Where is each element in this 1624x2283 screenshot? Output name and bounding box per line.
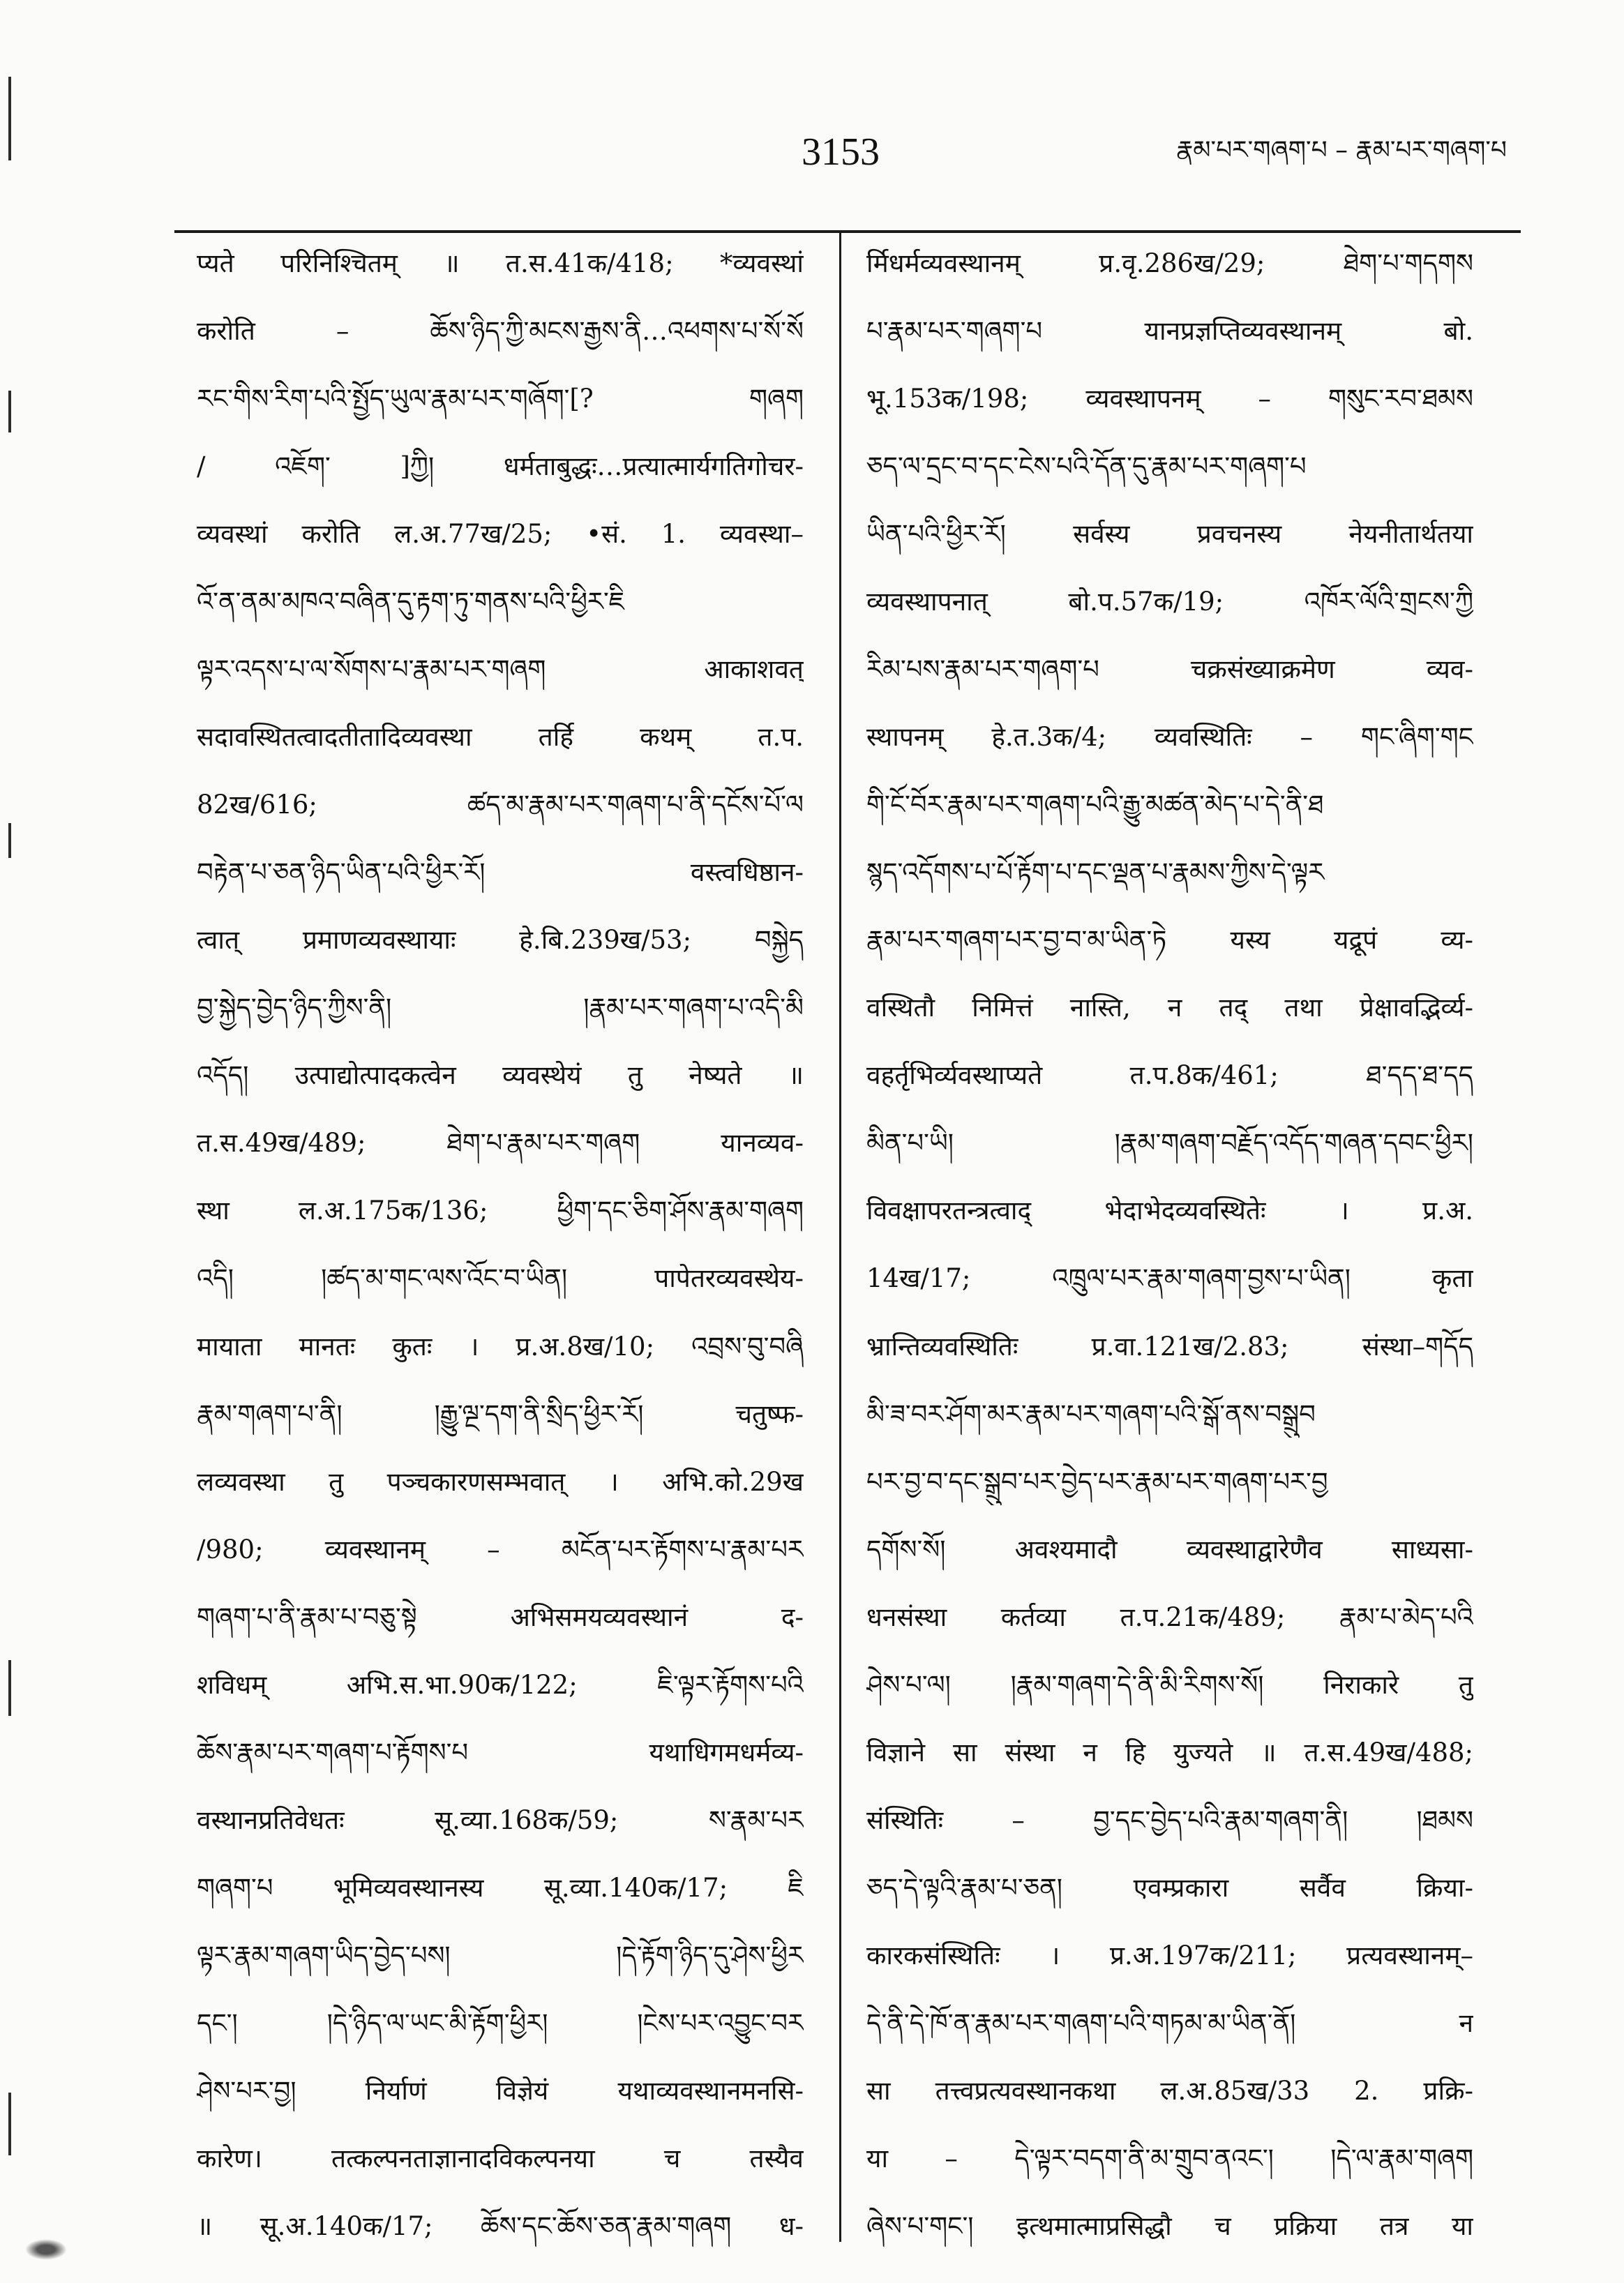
right-column-line: མིན་པ་ཡི། །རྣམ་གཞག་བརྗོད་འདོད་གཞན་དབང་ཕྱིར།	[866, 1128, 1473, 1159]
right-column-line: ཞེས་པ་གང་། इत्थमात्माप्रसिद्धौ च प्रक्रिया तत्र या	[866, 2210, 1473, 2241]
left-column-line: གཞག་པ་ནི་རྣམ་པ་བཅུ་སྟེ अभिसमयव्यवस्थानं द-	[197, 1602, 804, 1632]
right-column	[866, 241, 1473, 2250]
right-column-line: ཅད་དེ་ལྟའི་རྣམ་པ་ཅན། एवम्प्रकारा सर्वैव क्रिया-	[866, 1872, 1473, 1903]
right-column-line: རིམ་པས་རྣམ་པར་གཞག་པ चक्रसंख्याक्रमेण व्यव-	[866, 654, 1473, 685]
left-column-line: རང་གིས་རིག་པའི་སྤྱོད་ཡུལ་རྣམ་པར་གཞོག་[? གཞག	[197, 384, 804, 414]
right-column-line: 14ख/17; འཁྲུལ་པར་རྣམ་གཞག་བྱས་པ་ཡིན། कृता	[866, 1263, 1473, 1294]
scan-binding-mark	[8, 1660, 11, 1716]
left-column-line: བརྟེན་པ་ཅན་ཉིད་ཡིན་པའི་ཕྱིར་རོ། वस्त्वधिष्ठान-	[197, 857, 804, 888]
left-column-line: करोति – ཆོས་ཉིད་ཀྱི་མངས་རྒྱས་ནི…འཕགས་པ་སོ་སོ	[197, 316, 804, 347]
right-column-line: स्थापनम् हे.त.3क/4; व्यवस्थितिः – གང་ཞིག་གང	[866, 722, 1473, 753]
running-title: རྣམ་པར་གཞག་པ – རྣམ་པར་གཞག་པ	[1176, 137, 1507, 165]
left-column-line: འོ་ན་ནམ་མཁའ་བཞིན་དུ་རྟག་ཏུ་གནས་པའི་ཕྱིར་ཇི	[197, 587, 625, 617]
scan-binding-mark	[8, 77, 11, 160]
right-column-line: भू.153क/198; व्यवस्थापनम् – གསུང་རབ་ཐམས	[866, 384, 1473, 414]
left-column-line: त्वात् प्रमाणव्यवस्थायाः हे.बि.239ख/53; བསྐྱེད	[197, 925, 804, 956]
page-number: 3153	[802, 130, 880, 174]
left-column-line: རྣམ་གཞག་པ་ནི། །རྒྱུ་ལྔ་དག་ནི་སྲིད་ཕྱིར་རོ། चतुष्फ-	[197, 1399, 804, 1429]
right-column-line: གི་ངོ་བོར་རྣམ་པར་གཞག་པའི་རྒྱུ་མཚན་མེད་པ་དེ་ནི་ཐ	[866, 790, 1324, 820]
left-column-line: /980; व्यवस्थानम् – མངོན་པར་རྟོགས་པ་རྣམ་པར	[197, 1534, 804, 1565]
left-column-line: ཆོས་རྣམ་པར་གཞག་པ་རྟོགས་པ यथाधिगमधर्मव्य-	[197, 1737, 804, 1768]
left-column-line: བྱ་སྐྱེད་བྱེད་ཉིད་ཀྱིས་ནི། །རྣམ་པར་གཞག་པ་འདི་མི	[197, 993, 804, 1023]
left-column-line: त.स.49ख/489; ཐེག་པ་རྣམ་པར་གཞག यानव्यव-	[197, 1128, 804, 1159]
column-divider	[839, 233, 841, 2242]
left-column-line: कारेण। तत्कल्पनताज्ञानादविकल्पनया च तस्यैव	[197, 2143, 804, 2173]
right-column-line: धनसंस्था कर्तव्या त.प.21क/489; རྣམ་པ་མེད་པའི	[866, 1602, 1473, 1632]
left-column-line: ལྟར་རྣམ་གཞག་ཡིད་བྱེད་པས། །དེ་རྟོག་ཉིད་དུ་ཤེས་ཕྱིར	[197, 1940, 804, 1971]
right-column-line: र्मिधर्मव्यवस्थानम् प्र.वृ.286ख/29; ཐེག་པ་གདགས	[866, 248, 1473, 278]
right-column-line: སྙད་འདོགས་པ་པོ་རྟོག་པ་དང་ལྡན་པ་རྣམས་ཀྱིས་དེ་ལྟར	[866, 857, 1325, 888]
right-column-line: विवक्षापरतन्त्रत्वाद् भेदाभेदव्यवस्थितेः । प्र.अ.	[866, 1196, 1473, 1226]
left-column-line: དང་། །དེ་ཉིད་ལ་ཡང་མི་རྟོག་ཕྱིར། །ངེས་པར་འབྱུང་བར	[197, 2007, 804, 2038]
right-column-line: भ्रान्तिव्यवस्थितिः प्र.वा.121ख/2.83; संस्था–གདོད	[866, 1331, 1473, 1362]
left-column-line: ཤེས་པར་བྱ། निर्याणं विज्ञेयं यथाव्यवस्थानमनसि-	[197, 2075, 804, 2106]
left-column-line: वस्थानप्रतिवेधतः सू.व्या.168क/59; ས་རྣམ་པར	[197, 1804, 804, 1835]
right-column-line: ཅད་ལ་དྲང་བ་དང་ངེས་པའི་དོན་དུ་རྣམ་པར་གཞག་པ	[866, 451, 1307, 482]
left-column	[197, 241, 804, 2250]
right-column-line: या – དེ་ལྟར་བདག་ནི་མ་གྲུབ་ནའང་། །དེ་ལ་རྣམ་གཞག	[866, 2143, 1473, 2173]
right-column-line: པར་བྱ་བ་དང་སྒྲུབ་པར་བྱེད་པར་རྣམ་པར་གཞག་པར་བྱ	[866, 1466, 1328, 1497]
scan-artifact	[25, 2239, 67, 2260]
left-column-line: 82ख/616; ཚད་མ་རྣམ་པར་གཞག་པ་ནི་དངོས་པོ་ལ	[197, 790, 804, 820]
left-column-line: འདོད། उत्पाद्योत्पादकत्वेन व्यवस्थेयं तु नेष्यते ॥	[197, 1060, 804, 1091]
right-column-line: वहर्तृभिर्व्यवस्थाप्यते त.प.8क/461; ཐ་དད་ཐ་དད	[866, 1060, 1473, 1091]
right-column-line: संस्थितिः – བྱ་དང་བྱེད་པའི་རྣམ་གཞག་ནི། །ཐམས	[866, 1804, 1473, 1835]
right-column-line: དེ་ནི་དེ་ཁོ་ན་རྣམ་པར་གཞག་པའི་གཏམ་མ་ཡིན་ནོ། न	[866, 2007, 1473, 2038]
right-column-line: व्यवस्थापनात् बो.प.57क/19; འཁོར་ལོའི་གྲངས་ཀྱི	[866, 587, 1473, 617]
left-column-line: लव्यवस्था तु पञ्चकारणसम्भवात् । अभि.को.29ख	[197, 1466, 804, 1497]
scan-binding-mark	[8, 823, 11, 858]
right-column-line: ཤེས་པ་ལ། །རྣམ་གཞག་དེ་ནི་མི་རིགས་སོ། निराकारे तु	[866, 1669, 1473, 1700]
right-column-line: ཡིན་པའི་ཕྱིར་རོ། सर्वस्य प्रवचनस्य नेयनीतार्थतया	[866, 519, 1473, 550]
header-rule	[174, 230, 1521, 233]
right-column-line: རྣམ་པར་གཞག་པར་བྱ་བ་མ་ཡིན་ཏེ यस्य यद्रूपं व्य-	[866, 925, 1473, 956]
left-column-line: शविधम् अभि.स.भा.90क/122; ཇི་ལྟར་རྟོགས་པའི	[197, 1669, 804, 1700]
right-column-line: དགོས་སོ། अवश्यमादौ व्यवस्थाद्वारेणैव साध्यसा-	[866, 1534, 1473, 1565]
right-column-line: वस्थितौ निमित्तं नास्ति, न तद् तथा प्रेक्षावद्भिर्व्य-	[866, 993, 1473, 1023]
left-column-line: ॥ सू.अ.140क/17; ཆོས་དང་ཆོས་ཅན་རྣམ་གཞག ध-	[197, 2210, 804, 2241]
left-column-line: मायाता मानतः कुतः । प्र.अ.8ख/10; འབྲས་བུ་བཞི	[197, 1331, 804, 1362]
right-column-line: कारकसंस्थितिः । प्र.अ.197क/211; प्रत्यवस्थानम्–	[866, 1940, 1473, 1971]
left-column-line: स्था ल.अ.175क/136; ཕྱིག་དང་ཅིག་ཤོས་རྣམ་གཞག	[197, 1196, 804, 1226]
right-column-line: མི་ཟ་བར་ཤོག་མར་རྣམ་པར་གཞག་པའི་སྒོ་ནས་བསྒྲུབ	[866, 1399, 1316, 1429]
scan-binding-mark	[8, 2093, 11, 2155]
right-column-line: सा तत्त्वप्रत्यवस्थानकथा ल.अ.85ख/33 2. प्रक्रि-	[866, 2075, 1473, 2106]
left-column-line: ལྟར་འདས་པ་ལ་སོགས་པ་རྣམ་པར་གཞག आकाशवत्	[197, 654, 804, 685]
right-column-line: པ་རྣམ་པར་གཞག་པ यानप्रज्ञप्तिव्यवस्थानम् बो.	[866, 316, 1473, 347]
left-column-line: གཞག་པ भूमिव्यवस्थानस्य सू.व्या.140क/17; ཇི	[197, 1872, 804, 1903]
scan-binding-mark	[8, 391, 11, 432]
left-column-line: प्यते परिनिश्चितम् ॥ त.स.41क/418; *व्यवस्थां	[197, 248, 804, 278]
left-column-line: सदावस्थितत्वादतीतादिव्यवस्था तर्हि कथम् त.प.	[197, 722, 804, 753]
left-column-line: व्यवस्थां करोति ल.अ.77ख/25; •सं. 1. व्यवस्था–	[197, 519, 804, 550]
left-column-line: / འཇོག་ ]ཀྱི། धर्मताबुद्धः…प्रत्यात्मार्यगतिगोचर-	[197, 451, 804, 482]
right-column-line: विज्ञाने सा संस्था न हि युज्यते ॥ त.स.49ख/488;	[866, 1737, 1473, 1768]
left-column-line: འདི། །ཚད་མ་གང་ལས་འོང་བ་ཡིན། पापेतरव्यवस्थेय-	[197, 1263, 804, 1294]
